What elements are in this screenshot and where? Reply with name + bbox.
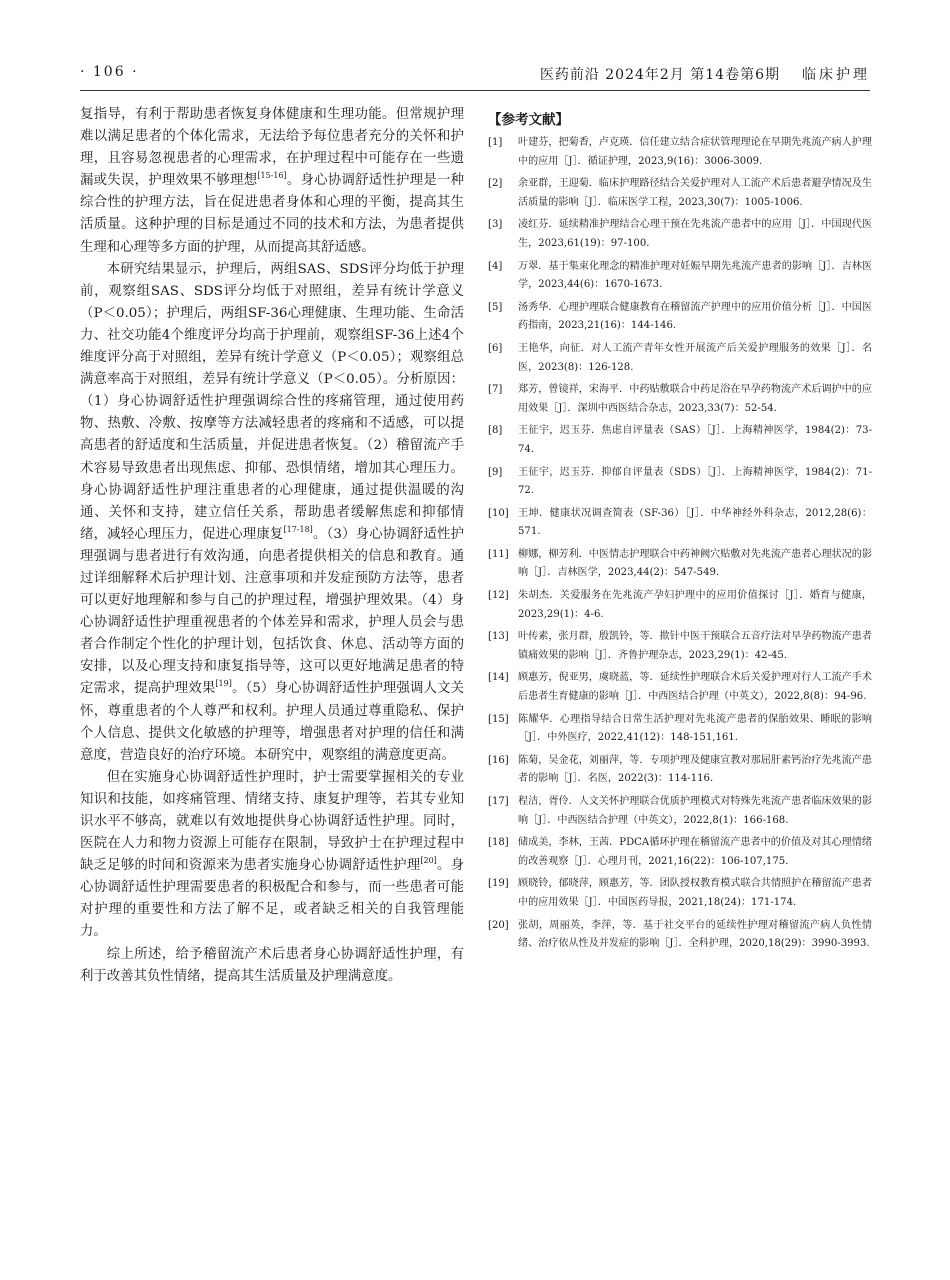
journal-issue: 医药前沿 2024年2月 第14卷第6期 — [539, 67, 780, 83]
reference-number: [12] — [488, 590, 509, 602]
paragraph-text: 复指导，有利于帮助患者恢复身体健康和生理功能。但常规护理难以满足患者的个体化需求，无法给予每位患者充分的关怀和护理，且容易忽视患者的心理需求，在护理过程中可能存在一些遗漏或失误，护理效果不够理想 — [80, 107, 464, 189]
citation: [19] — [215, 679, 232, 689]
reference-number: [9] — [488, 466, 503, 478]
running-header — [80, 62, 870, 91]
body-paragraph — [80, 767, 464, 944]
reference-item — [488, 299, 872, 336]
paragraph-text: 本研究结果显示，护理后，两组SAS、SDS评分均低于护理前，观察组SAS、SDS评分均低于对照组，差异有统计学意义（P＜0.05）；护理后，两组SF-36心理健康、生理功能、生命活力、社交功能4个维度评分均高于护理前，观察组SF-36上述4个维度评分高于对照组，差异有统计学意义（P＜0.05）；观察组总满意率高于对照组，差异有统计学意义（P＜0.05）。分析原因：（1）身心协调舒适性护理强调综合性的疼痛管理，通过使用药物、热敷、冷敷、按摩等方法减轻患者的疼痛和不适感，可以提高患者的舒适度和生活质量，并促进患者恢复。（2）稽留流产手术容易导致患者出现焦虑、抑郁、恐惧情绪，增加其心理压力。身心协调舒适性护理注重患者的心理健康，通过提供温暖的沟通、关怀和支持，建立信任关系，帮助患者缓解焦虑和抑郁情绪，减轻心理压力，促进心理康复 — [80, 261, 464, 542]
reference-item — [488, 505, 872, 542]
reference-item — [488, 875, 872, 912]
reference-text: 汤秀华．心理护理联合健康教育在稽留流产护理中的应用价值分析［J］．中国医药指南，2023,21(16)：144-146. — [518, 301, 872, 332]
paragraph-text: 。（3）身心协调舒适性护理强调与患者进行有效沟通，向患者提供相关的信息和教育。通过详细解释术后护理计划、注意事项和并发症预防方法等，患者可以更好地理解和参与自己的护理过程，增强护理效果。（4）身心协调舒适性护理重视患者的个体差异和需求，护理人员会与患者合作制定个性化的护理计划，包括饮食、休息、活动等方面的安排，以及心理支持和康复指导等，这可以更好地满足患者的特定需求，提高护理效果 — [80, 526, 465, 697]
reference-text: 陈耀华．心理指导结合日常生活护理对先兆流产患者的保胎效果、睡眠的影响［J］．中外医疗，2022,41(12)：148-151,161. — [518, 713, 872, 744]
reference-number: [15] — [488, 713, 509, 725]
reference-text: 凌红芬．延续精准护理结合心理干预在先兆流产患者中的应用［J］．中国现代医生，2023,61(19)：97-100. — [518, 219, 872, 249]
reference-text: 陈菊，吴金花，刘丽萍，等．专项护理及健康宣教对那屈肝素钙治疗先兆流产患者的影响［J］．名医，2022(3)：114-116. — [518, 754, 872, 785]
reference-text: 万翠．基于集束化理念的精准护理对妊娠早期先兆流产患者的影响［J］．吉林医学，2023,44(6)：1670-1673. — [518, 260, 872, 291]
body-paragraph — [80, 944, 464, 988]
reference-item — [488, 381, 872, 418]
reference-item — [488, 834, 872, 871]
reference-number: [6] — [488, 342, 503, 354]
reference-item — [488, 669, 872, 706]
page-number: · 106 · — [80, 64, 139, 80]
reference-number: [1] — [488, 137, 503, 148]
reference-text: 张胡，周丽英，李萍，等．基于社交平台的延续性护理对稽留流产病人负性情绪、治疗依从性及并发症的影响［J］．全科护理，2020,18(29)：3990-3993. — [518, 919, 872, 950]
body-text-column — [80, 104, 464, 988]
reference-text: 程洁，胥伶．人文关怀护理联合优质护理模式对特殊先兆流产患者临床效果的影响［J］．中西医结合护理（中英文），2022,8(1)：166-168. — [518, 796, 872, 826]
paragraph-text: 。身心协调舒适性护理需要患者的积极配合和参与，而一些患者可能对护理的重要性和方法了解不足，或者缺乏相关的自我管理能力。 — [80, 858, 465, 940]
reference-item — [488, 340, 872, 377]
reference-item — [488, 628, 872, 665]
paragraph-text: 综上所述，给予稽留流产术后患者身心协调舒适性护理，有利于改善其负性情绪，提高其生活质量及护理满意度。 — [80, 946, 464, 984]
body-paragraph — [80, 259, 464, 767]
reference-item — [488, 793, 872, 830]
reference-item — [488, 464, 872, 501]
reference-item — [488, 258, 872, 295]
reference-text: 王征宇，迟玉芬．抑郁自评量表（SDS）［J］．上海精神医学，1984(2)：71-72. — [518, 466, 872, 497]
reference-item — [488, 587, 872, 624]
reference-text: 叶建芬，把菊香，卢克瑛．信任建立结合症状管理理论在早期先兆流产病人护理中的应用［J］．循证护理，2023,9(16)：3006-3009. — [518, 137, 872, 167]
reference-item — [488, 917, 872, 954]
reference-list — [488, 134, 872, 954]
citation: [20] — [420, 856, 437, 866]
reference-item — [488, 175, 872, 212]
reference-number: [5] — [488, 301, 503, 313]
reference-text: 叶传素，张月群，殷凯铃，等．揿针中医干预联合五音疗法对早孕药物流产患者镇痛效果的影响［J］．齐鲁护理杂志，2023,29(1)：42-45. — [518, 631, 872, 661]
reference-text: 余亚群，王迎菊．临床护理路径结合关爱护理对人工流产术后患者避孕情况及生活质量的影响［J］．临床医学工程，2023,30(7)：1005-1006. — [518, 178, 872, 208]
reference-number: [3] — [488, 219, 503, 231]
references-heading: 【参考文献】 — [488, 112, 569, 128]
reference-text: 朱胡杰．关爱服务在先兆流产孕妇护理中的应用价值探讨［J］．婚育与健康，2023,29(1)：4-6. — [518, 590, 872, 620]
section-name: 临床护理 — [802, 67, 870, 83]
references-column — [488, 108, 872, 958]
reference-item — [488, 711, 872, 748]
reference-text: 郑芳，曾镜祥，宋海平．中药贴敷联合中药足浴在早孕药物流产术后调护中的应用效果［J］．深圳中西医结合杂志，2023,33(7)：52-54. — [518, 384, 872, 414]
citation: [15-16] — [257, 171, 287, 181]
reference-number: [4] — [488, 260, 503, 272]
reference-number: [2] — [488, 178, 503, 190]
reference-number: [13] — [488, 631, 509, 643]
reference-number: [14] — [488, 672, 509, 684]
reference-text: 王艳华，向征．对人工流产青年女性开展流产后关爱护理服务的效果［J］．名医，2023(8)：126-128. — [518, 342, 872, 373]
reference-number: [20] — [488, 919, 509, 931]
citation: [17-18] — [283, 524, 313, 534]
reference-number: [16] — [488, 754, 509, 766]
reference-number: [19] — [488, 878, 509, 890]
reference-number: [8] — [488, 425, 503, 437]
body-paragraph — [80, 104, 464, 259]
reference-item — [488, 546, 872, 583]
reference-item — [488, 422, 872, 459]
journal-info — [540, 64, 870, 84]
reference-number: [7] — [488, 384, 503, 396]
reference-text: 顾惠芳，倪亚男，虞晓蓝，等．延续性护理联合术后关爱护理对行人工流产手术后患者生育健康的影响［J］．中西医结合护理（中英文），2022,8(8)：94-96. — [518, 672, 872, 703]
paragraph-text: 。身心协调舒适性护理是一种综合性的护理方法，旨在促进患者身体和心理的平衡，提高其生活质量。这种护理的目标是通过不同的技术和方法，为患者提供生理和心理等多方面的护理，从而提高其舒适感。 — [80, 173, 464, 255]
reference-number: [18] — [488, 837, 509, 849]
reference-number: [11] — [488, 548, 509, 560]
reference-text: 储成美，李林，王茜．PDCA循环护理在稽留流产患者中的价值及对其心理情绪的改善观察［J］．心理月刊，2021,16(22)：106-107,175. — [518, 837, 872, 867]
paragraph-text: 。（5）身心协调舒适性护理强调人文关怀，尊重患者的个人尊严和权利。护理人员通过尊重隐私、保护个人信息、提供文化敏感的护理等，增强患者对护理的信任和满意度，营造良好的治疗环境。本研究中，观察组的满意度更高。 — [80, 681, 465, 763]
reference-text: 柳娜，柳芳利．中医情志护理联合中药神阙穴贴敷对先兆流产患者心理状况的影响［J］．吉林医学，2023,44(2)：547-549. — [518, 548, 872, 579]
reference-item — [488, 216, 872, 253]
reference-item — [488, 134, 872, 171]
reference-text: 王征宇，迟玉芬．焦虑自评量表（SAS）［J］．上海精神医学，1984(2)：73-74. — [518, 425, 872, 455]
paragraph-text: 但在实施身心协调舒适性护理时，护士需要掌握相关的专业知识和技能，如疼痛管理、情绪支持、康复护理等，若其专业知识水平不够高，就难以有效地提供身心协调舒适性护理。同时，医院在人力和物力资源上可能存在限制，导致护士在护理过程中缺乏足够的时间和资源来为患者实施身心协调舒适性护理 — [80, 769, 464, 874]
reference-item — [488, 752, 872, 789]
reference-number: [10] — [488, 507, 509, 519]
reference-text: 顾晓铃，郁晓萍，顾惠芳，等．团队授权教育模式联合共情照护在稽留流产患者中的应用效果［J］．中国医药导报，2021,18(24)：171-174. — [518, 878, 872, 908]
reference-text: 王坤．健康状况调查简表（SF-36）［J］．中华神经外科杂志，2012,28(6)：571. — [518, 507, 872, 538]
reference-number: [17] — [488, 796, 509, 807]
